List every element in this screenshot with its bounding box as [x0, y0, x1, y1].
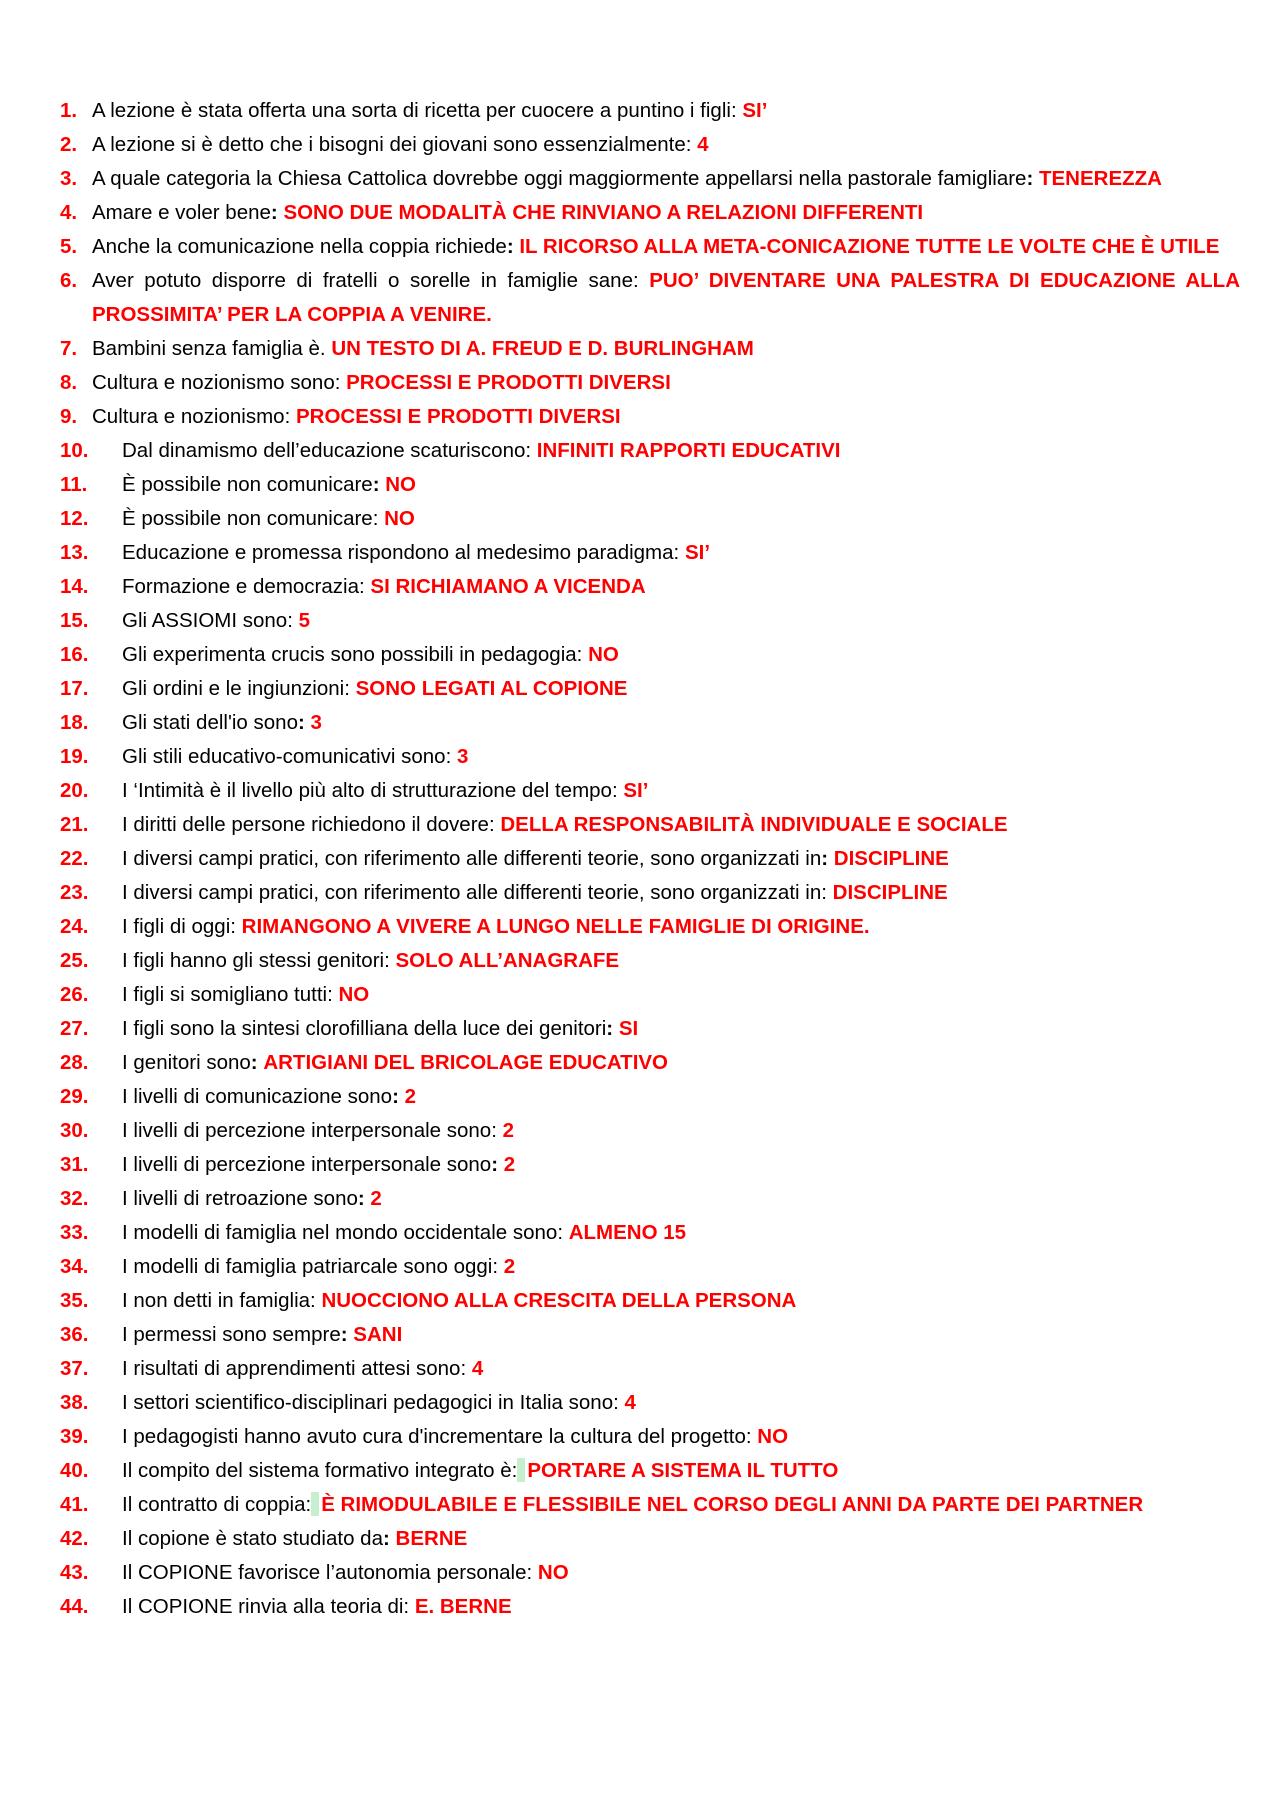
answer-text: 2 — [370, 1187, 382, 1210]
item-number: 33. — [60, 1221, 89, 1244]
question-text: Educazione e promessa rispondono al medesimo paradigma — [122, 541, 674, 564]
list-item — [60, 264, 1240, 332]
item-number: 27. — [60, 1017, 89, 1040]
list-item — [60, 400, 1240, 434]
answer-text: 2 — [502, 1119, 515, 1142]
list-item — [60, 1284, 1240, 1318]
list-item — [60, 1080, 1240, 1114]
answer-text: ALMENO 15 — [568, 1221, 687, 1244]
list-item — [60, 910, 1240, 944]
list-item — [60, 1012, 1240, 1046]
question-text: Dal dinamismo dell’educazione scaturiscono — [122, 439, 526, 462]
item-number: 34. — [60, 1255, 89, 1278]
answer-text: DELLA RESPONSABILITÀ INDIVIDUALE E SOCIALE — [500, 813, 1008, 836]
answer-text: PUO’ DIVENTARE UNA PALESTRA DI EDUCAZIONE ALLA PROSSIMITA’ PER LA COPPIA A VENIRE. — [92, 269, 1240, 326]
item-number: 29. — [60, 1085, 89, 1108]
answer-text: SANI — [353, 1323, 403, 1346]
answer-text: NUOCCIONO ALLA CRESCITA DELLA PERSONA — [321, 1289, 797, 1312]
separator: . — [319, 337, 326, 360]
question-text: Cultura e nozionismo sono — [92, 371, 335, 394]
item-number: 44. — [60, 1595, 89, 1618]
list-item — [60, 1182, 1240, 1216]
question-text: Formazione e democrazia — [122, 575, 359, 598]
answer-text: NO — [338, 983, 370, 1006]
list-item — [60, 740, 1240, 774]
question-text: I livelli di percezione interpersonale sono — [122, 1119, 492, 1142]
answer-text: SONO DUE MODALITÀ CHE RINVIANO A RELAZIONI DIFFERENTI — [283, 201, 924, 224]
separator: : — [632, 269, 639, 292]
answer-text: SOLO ALL’ANAGRAFE — [395, 949, 620, 972]
answer-text: NO — [385, 473, 416, 496]
item-number: 22. — [60, 847, 89, 870]
question-text: I livelli di percezione interpersonale sono — [122, 1153, 492, 1176]
list-item — [60, 94, 1240, 128]
answer-text: PORTARE A SISTEMA IL TUTTO — [527, 1459, 839, 1482]
separator: : — [606, 1017, 614, 1040]
highlight-mark — [311, 1492, 319, 1516]
list-item — [60, 1420, 1240, 1454]
answer-text: DISCIPLINE — [833, 847, 949, 870]
separator: : — [310, 1289, 316, 1312]
item-number: 32. — [60, 1187, 89, 1210]
separator: : — [525, 439, 532, 462]
answer-text: 2 — [503, 1153, 516, 1176]
question-text: I diversi campi pratici, con riferimento alle differenti teorie, sono organizzati in — [122, 847, 822, 870]
question-text: A quale categoria la Chiesa Cattolica dovrebbe oggi maggiormente appellarsi nella pastorale famigliare — [92, 167, 1027, 190]
list-item — [60, 1488, 1240, 1522]
item-number: 37. — [60, 1357, 89, 1380]
item-number: 16. — [60, 643, 89, 666]
item-number: 15. — [60, 609, 89, 632]
separator: : — [344, 677, 350, 700]
separator: : — [611, 779, 618, 802]
list-item — [60, 876, 1240, 910]
separator: : — [327, 983, 333, 1006]
answer-text: PROCESSI E PRODOTTI DIVERSI — [295, 405, 621, 428]
list-item — [60, 1454, 1240, 1488]
highlight-mark — [517, 1458, 525, 1482]
answer-text: 4 — [471, 1357, 484, 1380]
question-answer-list — [60, 94, 1240, 1624]
question-text: Gli experimenta crucis sono possibili in pedagogia — [122, 643, 577, 666]
separator: : — [230, 915, 236, 938]
separator: : — [526, 1561, 533, 1584]
item-number: 6. — [60, 269, 78, 292]
list-item — [60, 230, 1240, 264]
list-item — [60, 808, 1240, 842]
list-item — [60, 1318, 1240, 1352]
answer-text: 2 — [404, 1085, 416, 1108]
separator: : — [250, 1051, 258, 1074]
question-text: È possibile non comunicare — [122, 473, 373, 496]
separator: : — [488, 813, 495, 836]
question-text: Gli ordini e le ingiunzioni — [122, 677, 345, 700]
item-number: 31. — [60, 1153, 89, 1176]
list-item — [60, 162, 1240, 196]
answer-text: RIMANGONO A VIVERE A LUNGO NELLE FAMIGLIE DI ORIGINE. — [241, 915, 870, 938]
answer-text: 3 — [310, 711, 322, 734]
answer-text: SI RICHIAMANO A VICENDA — [370, 575, 646, 598]
question-text: A lezione si è detto che i bisogni dei giovani sono essenzialmente — [92, 133, 686, 156]
item-number: 43. — [60, 1561, 89, 1584]
question-text: I diritti delle persone richiedono il dovere — [122, 813, 489, 836]
separator: : — [1026, 167, 1034, 190]
item-number: 7. — [60, 337, 78, 360]
question-text: I ‘Intimità è il livello più alto di strutturazione del tempo — [122, 779, 612, 802]
answer-text: IL RICORSO ALLA META-CONICAZIONE TUTTE LE VOLTE CHE È UTILE — [519, 235, 1220, 258]
list-item — [60, 536, 1240, 570]
question-text: I figli hanno gli stessi genitori — [122, 949, 385, 972]
item-number: 39. — [60, 1425, 89, 1448]
list-item — [60, 604, 1240, 638]
separator: : — [372, 473, 380, 496]
separator: : — [392, 1085, 399, 1108]
answer-text: SI’ — [623, 779, 649, 802]
list-item — [60, 1114, 1240, 1148]
separator: : — [491, 1153, 499, 1176]
item-number: 38. — [60, 1391, 89, 1414]
item-number: 11. — [60, 473, 88, 496]
item-number: 4. — [60, 201, 78, 224]
item-number: 28. — [60, 1051, 89, 1074]
item-number: 25. — [60, 949, 89, 972]
separator: : — [357, 1187, 365, 1210]
separator: : — [384, 949, 390, 972]
list-item — [60, 332, 1240, 366]
item-number: 8. — [60, 371, 78, 394]
question-text: I figli sono la sintesi clorofilliana della luce dei genitori — [122, 1017, 607, 1040]
answer-text: SONO LEGATI AL COPIONE — [355, 677, 628, 700]
list-item — [60, 944, 1240, 978]
item-number: 5. — [60, 235, 78, 258]
list-item — [60, 638, 1240, 672]
separator: : — [506, 235, 514, 258]
answer-text: SI — [618, 1017, 639, 1040]
separator: : — [284, 405, 291, 428]
item-number: 35. — [60, 1289, 89, 1312]
question-text: I risultati di apprendimenti attesi sono — [122, 1357, 461, 1380]
item-number: 30. — [60, 1119, 89, 1142]
item-number: 12. — [60, 507, 89, 530]
list-item — [60, 1352, 1240, 1386]
question-text: Il contratto di coppia — [122, 1493, 306, 1516]
separator: : — [270, 201, 278, 224]
list-item — [60, 1148, 1240, 1182]
answer-text: 5 — [298, 609, 311, 632]
question-text: Il COPIONE favorisce l’autonomia personale — [122, 1561, 527, 1584]
separator: : — [372, 507, 379, 530]
question-text: A lezione è stata offerta una sorta di ricetta per cuocere a puntino i figli — [92, 99, 731, 122]
item-number: 26. — [60, 983, 89, 1006]
answer-text: NO — [757, 1425, 789, 1448]
item-number: 36. — [60, 1323, 89, 1346]
separator: : — [492, 1255, 499, 1278]
question-text: I livelli di comunicazione sono — [122, 1085, 393, 1108]
item-number: 23. — [60, 881, 89, 904]
separator: : — [340, 1323, 348, 1346]
separator: : — [491, 1119, 497, 1142]
separator: : — [359, 575, 365, 598]
item-number: 21. — [60, 813, 89, 836]
item-number: 2. — [60, 133, 78, 156]
separator: : — [445, 745, 452, 768]
separator: : — [403, 1595, 410, 1618]
item-number: 14. — [60, 575, 89, 598]
list-item — [60, 366, 1240, 400]
list-item — [60, 502, 1240, 536]
item-number: 42. — [60, 1527, 89, 1550]
separator: : — [305, 1493, 312, 1516]
item-number: 9. — [60, 405, 78, 428]
question-text: Cultura e nozionismo — [92, 405, 285, 428]
question-text: Il copione è stato studiato da — [122, 1527, 383, 1550]
question-text: Il compito del sistema formativo integrato è — [122, 1459, 512, 1482]
list-item — [60, 1216, 1240, 1250]
answer-text: SI’ — [684, 541, 711, 564]
list-item — [60, 1556, 1240, 1590]
question-text: I permessi sono sempre — [122, 1323, 341, 1346]
separator: : — [613, 1391, 619, 1414]
answer-text: NO — [384, 507, 415, 530]
separator: : — [576, 643, 583, 666]
separator: : — [821, 847, 829, 870]
list-item — [60, 842, 1240, 876]
item-number: 3. — [60, 167, 78, 190]
answer-text: SI’ — [742, 99, 768, 122]
question-text: I genitori sono — [122, 1051, 251, 1074]
item-number: 1. — [60, 99, 78, 122]
question-text: Gli ASSIOMI sono — [122, 609, 288, 632]
answer-text: E. BERNE — [414, 1595, 512, 1618]
item-number: 41. — [60, 1493, 89, 1516]
separator: : — [730, 99, 737, 122]
question-text: I modelli di famiglia nel mondo occidentale sono — [122, 1221, 558, 1244]
question-text: Gli stili educativo-comunicativi sono — [122, 745, 446, 768]
list-item — [60, 706, 1240, 740]
answer-text: PROCESSI E PRODOTTI DIVERSI — [346, 371, 671, 394]
question-text: È possibile non comunicare — [122, 507, 373, 530]
separator: : — [821, 881, 827, 904]
separator: : — [334, 371, 341, 394]
list-item — [60, 196, 1240, 230]
question-text: Bambini senza famiglia è — [92, 337, 320, 360]
answer-text: NO — [588, 643, 619, 666]
separator: : — [557, 1221, 564, 1244]
answer-text: 2 — [503, 1255, 516, 1278]
separator: : — [745, 1425, 752, 1448]
question-text: Il COPIONE rinvia alla teoria di — [122, 1595, 404, 1618]
item-number: 18. — [60, 711, 89, 734]
item-number: 13. — [60, 541, 89, 564]
list-item — [60, 774, 1240, 808]
list-item — [60, 570, 1240, 604]
separator: : — [460, 1357, 467, 1380]
list-item — [60, 1386, 1240, 1420]
answer-text: È RIMODULABILE E FLESSIBILE NEL CORSO DEGLI ANNI DA PARTE DEI PARTNER — [321, 1493, 1144, 1516]
question-text: I pedagogisti hanno avuto cura d'incrementare la cultura del progetto — [122, 1425, 746, 1448]
answer-text: DISCIPLINE — [832, 881, 948, 904]
list-item — [60, 1046, 1240, 1080]
list-item — [60, 1250, 1240, 1284]
separator: : — [673, 541, 680, 564]
item-number: 19. — [60, 745, 89, 768]
question-text: I livelli di retroazione sono — [122, 1187, 358, 1210]
item-number: 40. — [60, 1459, 89, 1482]
question-text: I diversi campi pratici, con riferimento alle differenti teorie, sono organizzati in — [122, 881, 822, 904]
list-item — [60, 1522, 1240, 1556]
item-number: 20. — [60, 779, 89, 802]
question-text: I settori scientifico-disciplinari pedagogici in Italia sono — [122, 1391, 614, 1414]
list-item — [60, 434, 1240, 468]
answer-text: 3 — [456, 745, 469, 768]
answer-text: 4 — [697, 133, 709, 156]
item-number: 24. — [60, 915, 89, 938]
question-text: Aver potuto disporre di fratelli o sorelle in famiglie sane — [92, 269, 633, 292]
separator: : — [685, 133, 692, 156]
list-item — [60, 978, 1240, 1012]
item-number: 10. — [60, 439, 89, 462]
answer-text: ARTIGIANI DEL BRICOLAGE EDUCATIVO — [263, 1051, 669, 1074]
answer-text: BERNE — [395, 1527, 468, 1550]
question-text: I non detti in famiglia — [122, 1289, 311, 1312]
answer-text: 4 — [624, 1391, 636, 1414]
answer-text: INFINITI RAPPORTI EDUCATIVI — [536, 439, 841, 462]
answer-text: TENEREZZA — [1038, 167, 1162, 190]
question-text: Gli stati dell'io sono — [122, 711, 298, 734]
question-text: I figli di oggi — [122, 915, 231, 938]
list-item — [60, 128, 1240, 162]
list-item — [60, 1590, 1240, 1624]
question-text: Amare e voler bene — [92, 201, 271, 224]
answer-text: UN TESTO DI A. FREUD E D. BURLINGHAM — [331, 337, 754, 360]
separator: : — [511, 1459, 518, 1482]
item-number: 17. — [60, 677, 89, 700]
separator: : — [287, 609, 293, 632]
separator: : — [383, 1527, 390, 1550]
question-text: I modelli di famiglia patriarcale sono oggi — [122, 1255, 493, 1278]
question-text: I figli si somigliano tutti — [122, 983, 328, 1006]
separator: : — [297, 711, 305, 734]
question-text: Anche la comunicazione nella coppia richiede — [92, 235, 507, 258]
list-item — [60, 468, 1240, 502]
answer-text: NO — [537, 1561, 569, 1584]
list-item — [60, 672, 1240, 706]
